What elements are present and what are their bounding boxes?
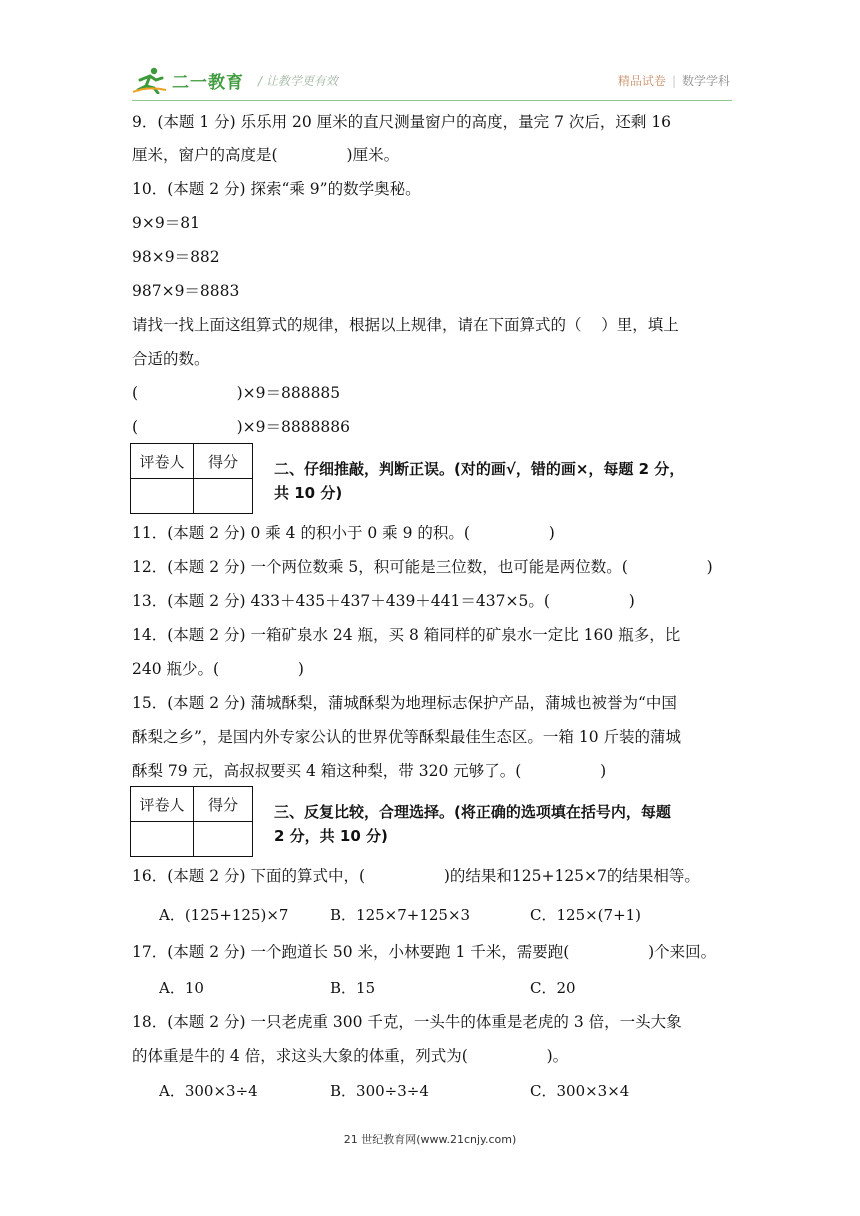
section-3-title-line-2: 2 分，共 10 分) — [274, 827, 388, 845]
score-box-score-label: 得分 — [194, 787, 253, 822]
score-box-section-3 — [130, 786, 253, 857]
question-13: 13．(本题 2 分) 433＋435＋437＋439＋441＝437×5。( ) — [132, 592, 635, 610]
question-11: 11．(本题 2 分) 0 乘 4 的积小于 0 乘 9 的积。( ) — [132, 524, 555, 542]
page-header — [132, 62, 732, 100]
fill-blank-1: ( )×9＝888885 — [132, 384, 341, 402]
score-box-grader-label: 评卷人 — [131, 444, 194, 479]
score-box-grader-cell — [131, 822, 194, 857]
header-label-subject: 数学学科 — [681, 74, 730, 88]
equation-1: 9×9＝81 — [132, 214, 200, 232]
logo-text: 二一教育 — [172, 73, 244, 93]
score-box-section-2 — [130, 443, 253, 514]
section-3-title-line-1: 三、反复比较，合理选择。(将正确的选项填在括号内，每题 — [274, 803, 671, 821]
question-10-line-3: 合适的数。 — [132, 350, 210, 368]
question-15-line-3: 酥梨 79 元，高叔叔要买 4 箱这种梨，带 320 元够了。( ) — [132, 762, 607, 780]
runner-logo-icon — [132, 66, 168, 94]
header-slogan: / 让教学更有效 — [258, 74, 338, 88]
q17-option-b: B．15 — [330, 979, 376, 997]
question-14-line-1: 14．(本题 2 分) 一箱矿泉水 24 瓶，买 8 箱同样的矿泉水一定比 160 瓶多，比 — [132, 626, 681, 644]
header-label-premium: 精品试卷 — [617, 74, 666, 88]
question-15-line-2: 酥梨之乡”，是国内外专家公认的世界优等酥梨最佳生态区。一箱 10 斤装的蒲城 — [132, 728, 682, 746]
fill-blank-2: ( )×9＝8888886 — [132, 418, 351, 436]
q16-option-c: C．125×(7+1) — [530, 906, 642, 924]
score-box-grader-label: 评卷人 — [131, 787, 194, 822]
score-box-score-cell — [194, 822, 253, 857]
question-14-line-2: 240 瓶少。( ) — [132, 660, 304, 678]
q17-option-a: A．10 — [159, 979, 204, 997]
equation-2: 98×9＝882 — [132, 248, 220, 266]
score-box-score-cell — [194, 479, 253, 514]
header-separator: | — [671, 74, 676, 88]
q18-option-c: C．300×3×4 — [530, 1082, 630, 1100]
question-10-line-2: 请找一找上面这组算式的规律，根据以上规律，请在下面算式的（ ）里，填上 — [132, 316, 679, 334]
header-divider — [132, 100, 732, 101]
q17-option-c: C．20 — [530, 979, 576, 997]
question-12: 12．(本题 2 分) 一个两位数乘 5，积可能是三位数，也可能是两位数。( ) — [132, 558, 713, 576]
question-17: 17．(本题 2 分) 一个跑道长 50 米，小林要跑 1 千米，需要跑( )个来回。 — [132, 943, 717, 961]
question-16: 16．(本题 2 分) 下面的算式中，( )的结果和125+125×7的结果相等。 — [132, 867, 700, 885]
header-subject — [618, 72, 730, 89]
q18-option-a: A．300×3÷4 — [159, 1082, 258, 1100]
question-18-line-2: 的体重是牛的 4 倍，求这头大象的体重，列式为( )。 — [132, 1047, 569, 1065]
q16-option-b: B．125×7+125×3 — [330, 906, 471, 924]
q16-option-a: A．(125+125)×7 — [159, 906, 289, 924]
question-9-line-2: 厘米，窗户的高度是( )厘米。 — [132, 146, 400, 164]
question-10-line-1: 10．(本题 2 分) 探索“乘 9”的数学奥秘。 — [132, 180, 421, 198]
score-box-grader-cell — [131, 479, 194, 514]
question-9-line-1: 9．(本题 1 分) 乐乐用 20 厘米的直尺测量窗户的高度，量完 7 次后，还剩 16 — [132, 113, 672, 131]
equation-3: 987×9＝8883 — [132, 282, 240, 300]
section-2-title-line-1: 二、仔细推敲，判断正误。(对的画√，错的画×，每题 2 分， — [274, 460, 685, 478]
section-2-title-line-2: 共 10 分) — [274, 484, 343, 502]
page-footer: 21 世纪教育网(www.21cnjy.com) — [343, 1133, 517, 1146]
question-18-line-1: 18．(本题 2 分) 一只老虎重 300 千克，一头牛的体重是老虎的 3 倍，一头大象 — [132, 1013, 682, 1031]
score-box-score-label: 得分 — [194, 444, 253, 479]
question-15-line-1: 15．(本题 2 分) 蒲城酥梨，蒲城酥梨为地理标志保护产品，蒲城也被誉为“中国 — [132, 694, 677, 712]
q18-option-b: B．300÷3÷4 — [330, 1082, 429, 1100]
